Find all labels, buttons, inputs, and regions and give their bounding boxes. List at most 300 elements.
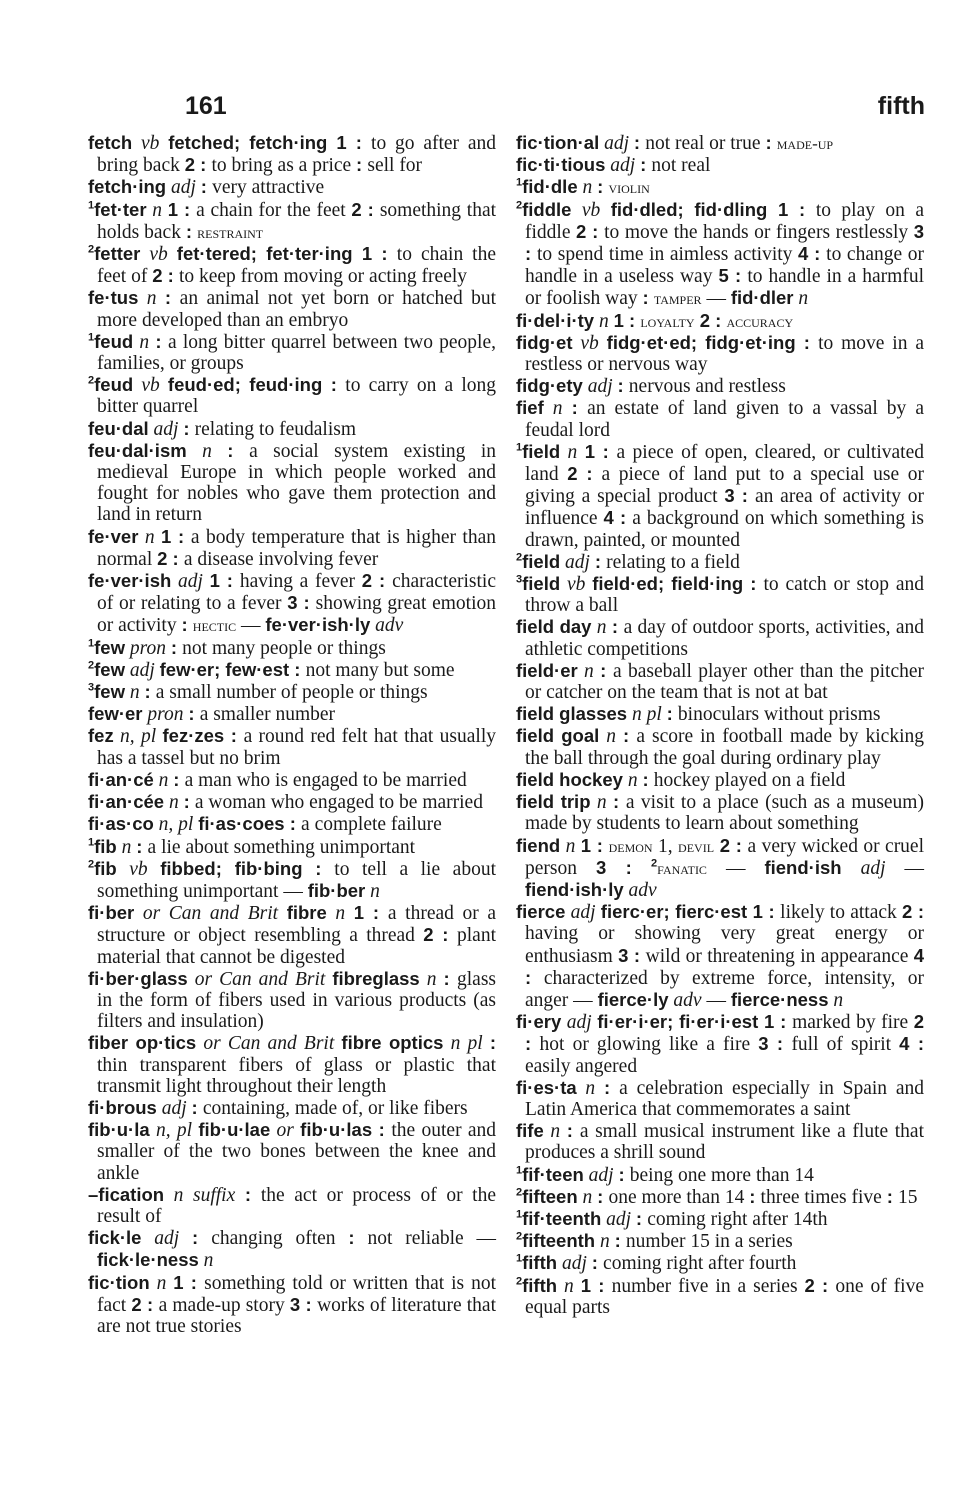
cross-reference: demon — [608, 836, 653, 856]
dictionary-entry — [516, 375, 924, 397]
part-of-speech: adj — [561, 1012, 598, 1034]
headword: field trip — [516, 791, 591, 813]
part-of-speech: n — [133, 331, 156, 353]
sense-number: : — [642, 768, 654, 790]
part-of-speech: n — [577, 660, 601, 682]
headword: few — [94, 658, 125, 680]
cross-reference: loyalty — [640, 311, 695, 331]
headword: fid·dle — [522, 176, 578, 198]
part-of-speech: adj — [599, 133, 634, 154]
headword: fierce·ly — [597, 988, 669, 1010]
definition-text: a chain for the feet — [196, 199, 352, 221]
sense-number: : — [356, 154, 368, 176]
sense-number: 3 : — [289, 1293, 318, 1315]
homograph-number: 1 — [516, 1208, 523, 1221]
sense-number: 1 : — [613, 309, 641, 331]
definition-text: a woman who engaged to be married — [194, 792, 483, 814]
sense-number: 1 : — [173, 1271, 205, 1293]
part-of-speech: vb — [133, 375, 168, 397]
sense-number: : — [170, 636, 183, 658]
part-of-speech: n — [590, 792, 614, 814]
definition-text: to move the hands or fingers restlessly — [604, 221, 914, 243]
definition-text: having a fever — [239, 571, 362, 593]
sense-number: : — [185, 220, 198, 242]
homograph-number: 2 — [516, 199, 523, 212]
definition-text: having or showing very great energy or enthusiasm — [525, 923, 924, 967]
headword: field·er — [516, 659, 578, 681]
inflection: fetched; fetch·ing — [168, 132, 328, 153]
dictionary-entry — [516, 660, 924, 703]
sense-number: : — [597, 176, 609, 198]
definition-text: the outer and smaller of the two bones between the knee and ankle — [97, 1120, 497, 1184]
part-of-speech: or — [270, 1120, 301, 1142]
definition-text: one of five equal parts — [525, 1275, 924, 1318]
sense-number: 4 : — [603, 507, 633, 529]
cross-reference: hectic — [192, 616, 237, 636]
part-of-speech: n — [164, 792, 184, 814]
dictionary-entry — [88, 1032, 496, 1097]
headword: feud — [94, 374, 134, 396]
definition-text: a background on which something is drawn, painted, or mounted — [525, 508, 925, 551]
left-column — [88, 132, 496, 1337]
part-of-speech: adj — [557, 1253, 592, 1275]
part-of-speech: n — [576, 1077, 604, 1099]
headword: fetch — [88, 132, 133, 153]
definition-text: full of spirit — [791, 1034, 900, 1056]
headword: fic·tion — [88, 1271, 150, 1293]
headword: fibreglass — [332, 967, 420, 989]
part-of-speech: adv — [668, 989, 707, 1011]
headword: fib — [94, 857, 117, 879]
dictionary-entry — [516, 1011, 924, 1077]
sense-number: 2 : — [131, 1293, 159, 1315]
definition-text: changing often — [211, 1228, 349, 1250]
definition-text: a disease involving fever — [183, 548, 379, 570]
dictionary-entry — [88, 725, 496, 768]
inflection: fierc·er; fierc·est — [600, 901, 748, 923]
definition-text: a very wicked or cruel person — [525, 835, 925, 879]
definition-text: to play on a fiddle — [525, 199, 924, 243]
headword: field — [522, 573, 561, 595]
definition-text: a small number of people or things — [155, 682, 428, 704]
page-number: 161 — [185, 92, 227, 120]
sense-number: 5 : — [718, 265, 748, 287]
part-of-speech: n — [138, 526, 162, 548]
headword: fi·brous — [88, 1096, 157, 1118]
part-of-speech: adj — [124, 659, 160, 681]
definition-text: a round red felt hat that usually has a tassel but no brim — [97, 726, 496, 769]
part-of-speech: n — [577, 1186, 598, 1208]
definition-text: a visit to a place (such as a museum) made by students to learn about something — [525, 792, 924, 835]
headword: fif·teenth — [522, 1207, 602, 1229]
part-of-speech: n — [599, 726, 623, 748]
sense-number: : — [642, 287, 654, 309]
homograph-number: 2 — [516, 1275, 523, 1288]
inflection: feud·ed; feud·ing — [167, 374, 323, 396]
homograph-number: 1 — [88, 199, 95, 212]
headword: fet·ter — [94, 198, 147, 220]
headword: fi·es·ta — [516, 1076, 577, 1098]
dictionary-entry — [516, 791, 924, 834]
headword: fi·an·cée — [88, 791, 165, 813]
sense-number: : — [200, 176, 213, 198]
definition-text: not many people or things — [182, 637, 386, 659]
headword: fe·ver·ish·ly — [265, 614, 371, 636]
dictionary-entry — [88, 858, 496, 902]
headword: fi·ery — [516, 1011, 562, 1033]
dictionary-entry — [88, 243, 496, 287]
definition-text: hockey played on a field — [653, 769, 846, 791]
dictionary-entry — [88, 287, 496, 330]
part-of-speech: or Can and Brit — [196, 1033, 342, 1055]
headword: fibre optics — [341, 1032, 444, 1054]
homograph-number: 2 — [88, 659, 95, 672]
part-of-speech: n — [793, 288, 809, 310]
sense-number: : — [640, 154, 652, 176]
definition-text: a complete failure — [301, 814, 442, 836]
sense-number: : — [614, 1230, 626, 1252]
dictionary-entry — [516, 835, 924, 902]
cross-reference: accuracy — [726, 311, 794, 331]
dictionary-entry — [88, 1272, 496, 1338]
homograph-number: 2 — [516, 1230, 523, 1243]
headword: fic·tion·al — [516, 132, 600, 153]
part-of-speech: adj — [582, 376, 618, 398]
definition-text: — — [904, 857, 925, 879]
headword: fidg·et — [516, 331, 573, 353]
headword: fidg·ety — [516, 375, 583, 397]
definition-text: a baseball player other than the pitcher or catcher on the team that is not at bat — [525, 660, 925, 704]
inflection: field·ed; field·ing — [592, 573, 744, 595]
dictionary-entry — [516, 551, 924, 573]
definition-text: glass in the form of fibers used in various products (as filters and insulation) — [97, 968, 496, 1033]
cross-reference: tamper — [653, 289, 702, 309]
sense-number: : — [372, 1119, 392, 1141]
definition-text: coming right after fourth — [603, 1253, 797, 1275]
headword: –fication — [88, 1183, 165, 1205]
inflection: fidg·et·ed; fidg·et·ing — [606, 331, 796, 353]
sense-number: : — [611, 616, 624, 638]
sense-number: 2 : — [423, 924, 457, 946]
homograph-number: 3 — [516, 573, 523, 586]
definition-text: a celebration especially in Spain and Latin America that commemorates a saint — [525, 1077, 924, 1120]
homograph-number: 3 — [88, 681, 95, 694]
sense-number: 2 : — [567, 463, 602, 485]
sense-number: : — [635, 1207, 648, 1229]
dictionary-entry — [88, 374, 496, 417]
headword: field day — [516, 616, 592, 638]
part-of-speech: n — [622, 769, 643, 791]
homograph-number: 1 — [88, 637, 95, 650]
sense-number: : — [591, 1252, 604, 1274]
sense-number: : — [886, 1185, 899, 1207]
part-of-speech: or Can and Brit — [134, 903, 287, 925]
dictionary-entry — [516, 132, 924, 154]
part-of-speech: n suffix — [164, 1184, 245, 1206]
dictionary-entry — [516, 725, 924, 768]
inflection: fib·u·lae — [198, 1119, 271, 1141]
headword: fe·ver·ish — [88, 570, 172, 592]
sense-number: 3 : — [525, 220, 924, 265]
dictionary-entry — [88, 659, 496, 681]
sense-number: : — [188, 703, 200, 725]
dictionary-entry — [516, 199, 924, 310]
sense-number: : — [566, 1120, 580, 1142]
definition-text: to go after and bring back — [97, 133, 496, 177]
part-of-speech: n — [828, 989, 844, 1011]
headword: fi·ber — [88, 902, 135, 924]
headword: fib·u·la — [88, 1119, 150, 1141]
part-of-speech: adj — [565, 902, 601, 924]
part-of-speech: n — [198, 1250, 214, 1272]
headword: few — [94, 681, 125, 703]
definition-text: a man who is engaged to be married — [184, 769, 467, 791]
sense-number: 3 : — [596, 856, 652, 878]
definition-text: a score in football made by kicking the ball through the goal during ordinary play — [525, 726, 924, 769]
definition-text: a social system existing in medieval Europe in which people worked and fought for nobles who gave them protection and land in return — [97, 440, 496, 526]
sense-number: : — [765, 132, 777, 153]
headword: fi·del·i·ty — [516, 309, 595, 331]
dictionary-entry — [88, 176, 496, 198]
headword: fifth — [522, 1252, 558, 1274]
headword: fetch·ing — [88, 176, 167, 198]
dictionary-entry — [516, 573, 924, 616]
sense-number: 1 : — [580, 834, 609, 856]
definition-text: — — [701, 288, 731, 310]
part-of-speech: n — [543, 398, 572, 420]
inflection: fet·tered; fet·ter·ing — [176, 243, 353, 265]
headword: fiddle — [522, 198, 572, 220]
headword: feud — [94, 330, 134, 352]
dictionary-entry — [88, 1097, 496, 1119]
dictionary-entry — [516, 769, 924, 791]
sense-number: : — [289, 658, 306, 680]
dictionary-entry — [516, 441, 924, 551]
sense-number: 3 : — [287, 592, 316, 614]
headword: field glasses — [516, 703, 628, 725]
dictionary-entry — [516, 176, 924, 198]
sense-number: 1 : — [758, 1011, 793, 1033]
sense-number: : — [597, 1185, 609, 1207]
sense-number: 1 : — [767, 198, 816, 220]
sense-number: 4 : — [899, 1033, 924, 1055]
part-of-speech: n — [557, 1275, 581, 1297]
definition-text: number 15 in a series — [625, 1231, 793, 1253]
sense-number: : — [443, 967, 457, 989]
sense-number: 1 : — [747, 901, 781, 923]
dictionary-entry — [516, 1186, 924, 1208]
sense-number: : — [618, 1163, 630, 1185]
inflection: few·er; few·est — [159, 658, 290, 680]
part-of-speech: vb — [560, 574, 593, 596]
headword: fiber op·tics — [88, 1032, 197, 1054]
part-of-speech: n — [365, 880, 380, 902]
definition-text: to keep from moving or acting freely — [178, 266, 468, 288]
cross-reference: violin — [608, 178, 650, 198]
dictionary-entry — [516, 1120, 924, 1163]
definition-text: wild or threatening in appearance — [645, 945, 914, 967]
headword: fief — [516, 397, 544, 419]
sense-number: 2 : — [714, 834, 748, 856]
definition-text: a made-up story — [158, 1294, 290, 1316]
sense-number: 1 : — [584, 440, 617, 462]
sense-number: : — [348, 1227, 368, 1249]
headword: feu·dal·ism — [88, 439, 187, 461]
sense-number: 3 : — [724, 485, 755, 507]
headword: few·er — [88, 703, 143, 725]
inflection: fib·u·las — [300, 1119, 373, 1141]
part-of-speech: n — [186, 440, 228, 462]
definition-text: something that holds back — [97, 199, 497, 243]
headword: fid·dler — [730, 287, 794, 309]
sense-number: : — [571, 397, 588, 419]
homograph-number: 1 — [88, 836, 95, 848]
headword: fib·ber — [307, 879, 366, 901]
part-of-speech: n — [153, 769, 174, 791]
part-of-speech: n pl — [443, 1033, 490, 1055]
headword: fiend — [516, 834, 561, 856]
dictionary-entry — [88, 526, 496, 570]
dictionary-entry — [88, 836, 496, 858]
definition-text: marked by fire — [792, 1012, 914, 1034]
definition-text: a lie about something unimportant — [147, 836, 416, 858]
sense-number: : — [600, 659, 613, 681]
headword: fib — [94, 835, 117, 857]
dictionary-entry — [516, 1230, 924, 1252]
definition-text: the act or process of or the result of — [97, 1184, 496, 1227]
dictionary-entry — [88, 331, 496, 374]
headword: fe·ver — [88, 525, 139, 547]
inflection: fi·er·i·er; fi·er·i·est — [597, 1011, 759, 1033]
part-of-speech: n — [138, 288, 165, 310]
dictionary-entry — [88, 570, 496, 637]
definition-text: an area of activity or influence — [525, 486, 924, 530]
part-of-speech: adj — [156, 1097, 192, 1119]
inflection: fid·dled; fid·dling — [610, 198, 768, 220]
definition-text: something told or written that is not fact — [97, 1272, 496, 1316]
sense-number: 4 : — [525, 944, 924, 988]
headword: fifteen — [522, 1185, 578, 1207]
part-of-speech: n, pl — [153, 814, 199, 836]
dictionary-entry — [516, 397, 924, 440]
dictionary-entry — [88, 1227, 496, 1271]
part-of-speech: vb — [132, 133, 169, 154]
definition-text: to chain the feet of — [97, 244, 497, 288]
headword: fick·le — [88, 1227, 142, 1249]
definition-text: an estate of land given to a vassal by a feudal lord — [525, 398, 924, 441]
dictionary-entry — [516, 616, 924, 659]
sense-number: : — [666, 703, 678, 725]
part-of-speech: adj — [141, 1228, 192, 1250]
definition-text: to carry on a long bitter quarrel — [97, 375, 496, 418]
headword: fetter — [94, 243, 141, 265]
definition-text: coming right after 14th — [647, 1208, 828, 1230]
dictionary-entry — [516, 332, 924, 375]
part-of-speech: adj — [148, 418, 184, 440]
definition-text: binoculars without prisms — [677, 704, 881, 726]
headword: fiend·ish — [764, 856, 842, 878]
sense-number: 2 : — [804, 1274, 836, 1296]
definition-text: an animal not yet born or hatched but more developed than an embryo — [97, 288, 496, 331]
part-of-speech: adj — [601, 1208, 636, 1230]
part-of-speech: n, pl — [149, 1120, 199, 1142]
dictionary-entry — [88, 440, 496, 526]
sense-number: 1 : — [353, 902, 388, 924]
part-of-speech: n — [146, 199, 168, 221]
sense-number: 2 : — [152, 265, 179, 287]
part-of-speech: vb — [140, 244, 177, 266]
definition-text: a thread or a structure or object resembling a thread — [97, 903, 496, 947]
definition-text: a piece of land put to a special use or giving a special product — [525, 464, 924, 508]
inflection: fibbed; fib·bing — [160, 857, 303, 879]
definition-text: a piece of open, cleared, or cultivated land — [525, 441, 924, 486]
dictionary-entry — [516, 154, 924, 176]
headword: fe·tus — [88, 287, 139, 309]
sense-number: : — [244, 1183, 261, 1205]
sense-number: : — [224, 725, 244, 747]
definition-text: to handle in a harmful or foolish way — [525, 266, 924, 310]
dictionary-entry — [88, 813, 496, 835]
headword: few — [94, 636, 125, 658]
homograph-number: 2 — [88, 243, 95, 256]
definition-text: to change or handle in a useless way — [525, 244, 924, 288]
headword: fick·le·ness — [97, 1249, 199, 1271]
definition-text: to catch or stop and throw a ball — [525, 574, 924, 617]
sense-number: 4 : — [798, 243, 827, 265]
part-of-speech: vb — [571, 199, 611, 221]
definition-text: — — [236, 615, 266, 637]
homograph-number: 2 — [651, 857, 658, 870]
dictionary-entry — [516, 1275, 924, 1318]
part-of-speech: n pl — [627, 704, 667, 726]
sense-number: : — [164, 287, 180, 309]
part-of-speech: adj — [560, 551, 595, 573]
part-of-speech: adv — [370, 615, 404, 637]
dictionary-entry — [88, 968, 496, 1033]
definition-text: hot or glowing like a fire — [539, 1034, 759, 1056]
cross-reference: fanatic — [657, 858, 707, 878]
part-of-speech: adv — [623, 879, 657, 901]
sense-number: 2 : — [361, 570, 393, 592]
right-column — [516, 132, 924, 1318]
sense-number: : — [191, 1096, 203, 1118]
headword: fiend·ish·ly — [525, 878, 624, 900]
part-of-speech: n, pl — [113, 726, 163, 748]
inflection: fez·zes — [162, 725, 225, 747]
sense-number: : — [155, 330, 168, 352]
dictionary-entry — [88, 902, 496, 968]
sense-number: 3 : — [618, 944, 646, 966]
sense-number: 2 : — [351, 198, 380, 220]
sense-number: : — [144, 681, 156, 703]
definition-text: a small musical instrument like a flute that produces a shrill sound — [525, 1121, 924, 1164]
sense-number: : — [749, 1185, 761, 1207]
definition-text: not many but some — [305, 659, 455, 681]
sense-number: : — [633, 132, 646, 153]
sense-number: 3 : — [758, 1033, 792, 1055]
sense-number: 2 : — [157, 547, 184, 569]
definition-text: characteristic of or relating to a fever — [97, 571, 496, 615]
homograph-number: 1 — [516, 441, 523, 454]
definition-text: a long bitter quarrel between two people, families, or groups — [97, 331, 496, 375]
definition-text: works of literature that are not true stories — [97, 1294, 496, 1337]
headword: field — [522, 550, 561, 572]
headword: field hockey — [516, 768, 623, 790]
sense-number: 1 : — [580, 1274, 612, 1296]
homograph-number: 2 — [516, 1186, 523, 1199]
definition-text: containing, made of, or like fibers — [202, 1097, 468, 1119]
headword: fi·an·cé — [88, 768, 154, 790]
